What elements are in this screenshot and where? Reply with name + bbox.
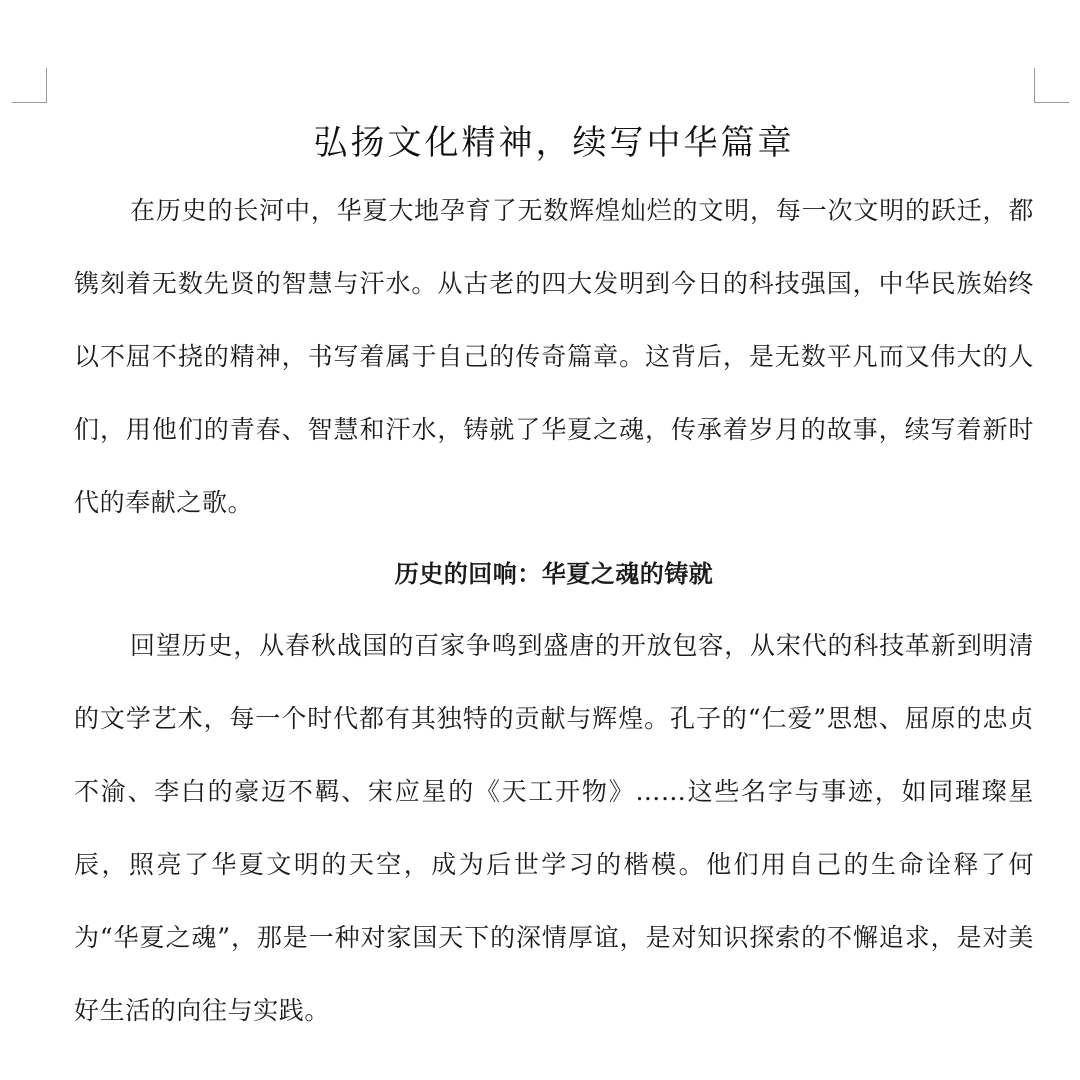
section-heading: 历史的回响：华夏之魂的铸就 xyxy=(394,559,714,588)
intro-paragraph: 在历史的长河中，华夏大地孕育了无数辉煌灿烂的文明，每一次文明的跃迁，都镌刻着无数先贤的智慧与汗水。从古老的四大发明到今日的科技强国，中华民族始终以不屈不挠的精神，书写着属于自己的传奇篇章。这背后，是无数平凡而又伟大的人们，用他们的青春、智慧和汗水，铸就了华夏之魂，传承着岁月的故事，续写着新时代的奉献之歌。 xyxy=(74,196,1034,517)
document-page xyxy=(74,112,1034,1047)
page-corner-mark-right xyxy=(1034,68,1069,103)
history-paragraph: 回望历史，从春秋战国的百家争鸣到盛唐的开放包容，从宋代的科技革新到明清的文学艺术，每一个时代都有其独特的贡献与辉煌。孔子的“仁爱”思想、屈原的忠贞不渝、李白的豪迈不羁、宋应星的《天工开物》……这些名字与事迹，如同璀璨星辰，照亮了华夏文明的天空，成为后世学习的楷模。他们用自己的生命诠释了何为“华夏之魂”，那是一种对家国天下的深情厚谊，是对知识探索的不懈追求，是对美好生活的向往与实践。 xyxy=(74,631,1034,1025)
page-corner-mark-left xyxy=(12,68,47,103)
document-title: 弘扬文化精神，续写中华篇章 xyxy=(313,123,795,163)
